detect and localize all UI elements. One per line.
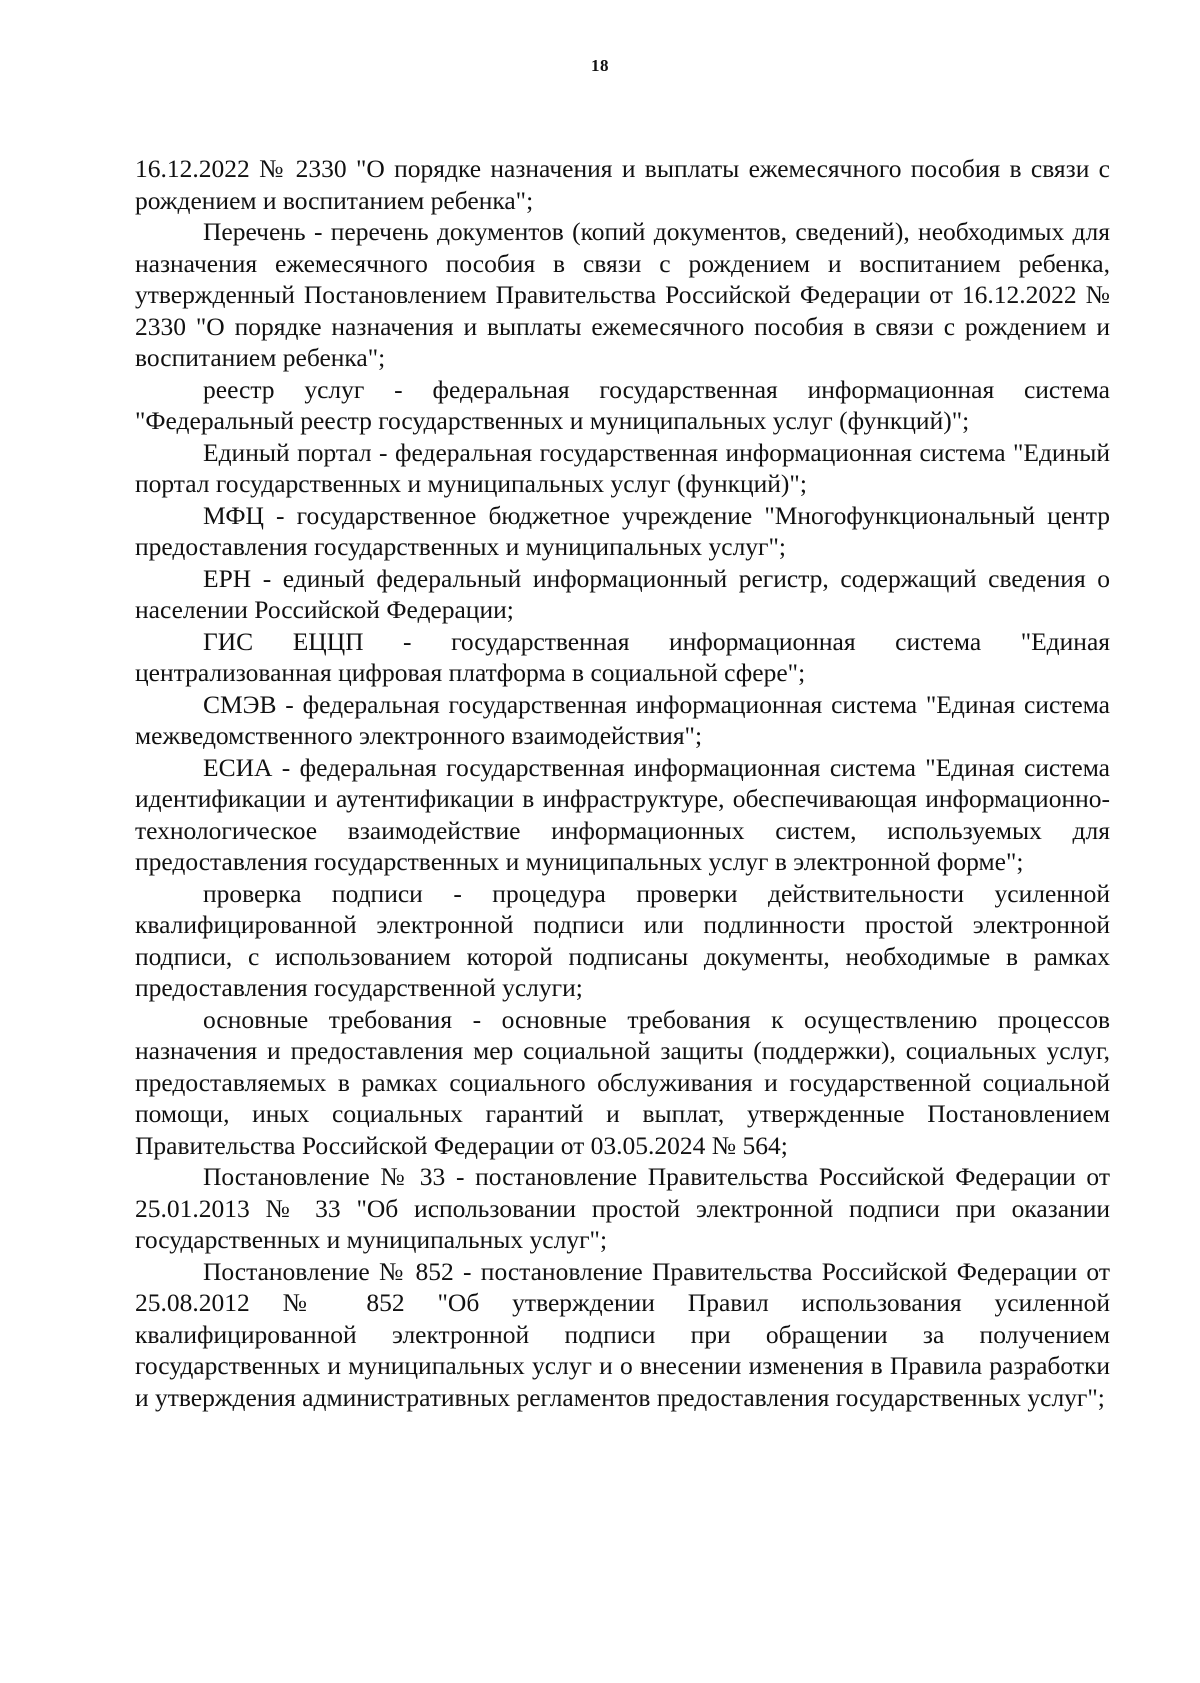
definition-postanovlenie-33: Постановление № 33 - постановление Правительства Российской Федерации от 25.01.2013 № 33 "Об использовании простой электронной подписи при оказании государственных и муниципальных услуг";	[135, 1162, 1110, 1254]
definition-osnovnye-trebovaniya: основные требования - основные требования к осуществлению процессов назначения и предоставления мер социальной защиты (поддержки), социальных услуг, предоставляемых в рамках социального обслуживания и государственной социальной помощи, иных социальных гарантий и выплат, утвержденные Постановлением Правительства Российской Федерации от 03.05.2024 № 564;	[135, 1004, 1110, 1160]
definition-edinyi-portal: Единый портал - федеральная государственная информационная система "Единый портал государственных и муниципальных услуг (функций)";	[135, 437, 1110, 498]
definition-smev: СМЭВ - федеральная государственная информационная система "Единая система межведомственного электронного взаимодействия";	[135, 689, 1110, 750]
definition-perechen: Перечень - перечень документов (копий документов, сведений), необходимых для назначения ежемесячного пособия в связи с рождением и воспитанием ребенка, утвержденный Постановлением Правительства Российской Федерации от 16.12.2022 № 2330 "О порядке назначения и выплаты ежемесячного пособия в связи с рождением и воспитанием ребенка";	[135, 217, 1110, 372]
definition-postanovlenie-852: Постановление № 852 - постановление Правительства Российской Федерации от 25.08.2012 № 852 "Об утверждении Правил использования усиленной квалифицированной электронной подписи при обращении за получением государственных и муниципальных услуг и о внесении изменения в Правила разработки и утверждения административных регламентов предоставления государственных услуг";	[135, 1256, 1110, 1412]
definition-esia: ЕСИА - федеральная государственная информационная система "Единая система идентификации и аутентификации в инфраструктуре, обеспечивающая информационно-технологическое взаимодействие информационных систем, используемых для предоставления государственных и муниципальных услуг в электронной форме";	[135, 752, 1110, 876]
document-body	[135, 153, 1110, 1413]
definition-gis-eccp: ГИС ЕЦЦП - государственная информационная система "Единая централизованная цифровая платформа в социальной сфере";	[135, 626, 1110, 687]
paragraph-continuation: 16.12.2022 № 2330 "О порядке назначения и выплаты ежемесячного пособия в связи с рождением и воспитанием ребенка";	[135, 154, 1110, 215]
definition-ern: ЕРН - единый федеральный информационный регистр, содержащий сведения о населении Российской Федерации;	[135, 563, 1110, 624]
definition-reestr-uslug: реестр услуг - федеральная государственная информационная система "Федеральный реестр государственных и муниципальных услуг (функций)";	[135, 374, 1110, 435]
page-number: 18	[591, 56, 609, 75]
definition-proverka-podpisi: проверка подписи - процедура проверки действительности усиленной квалифицированной электронной подписи или подлинности простой электронной подписи, с использованием которой подписаны документы, необходимые в рамках предоставления государственной услуги;	[135, 878, 1110, 1002]
definition-mfc: МФЦ - государственное бюджетное учреждение "Многофункциональный центр предоставления государственных и муниципальных услуг";	[135, 500, 1110, 561]
